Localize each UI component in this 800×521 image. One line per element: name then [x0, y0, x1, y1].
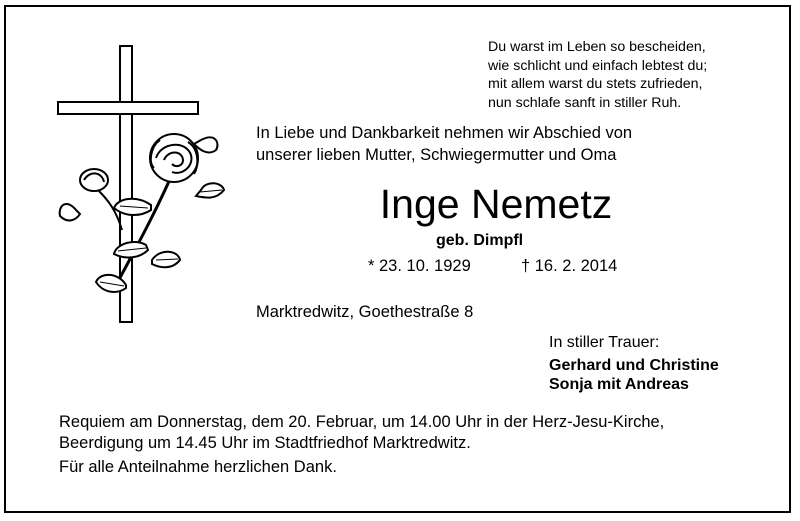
- farewell-intro: [256, 122, 632, 166]
- mourner-name: Sonja mit Andreas: [549, 376, 689, 393]
- requiem-details: [59, 412, 664, 454]
- death-date: † 16. 2. 2014: [521, 257, 618, 275]
- requiem-line: Beerdigung um 14.45 Uhr im Stadtfriedhof Marktredwitz.: [59, 434, 471, 452]
- poem-line: mit allem warst du stets zufrieden,: [488, 76, 703, 93]
- requiem-line: Requiem am Donnerstag, dem 20. Februar, um 14.00 Uhr in der Herz-Jesu-Kirche,: [59, 413, 665, 431]
- deceased-name: Inge Nemetz: [379, 181, 613, 227]
- mourner-name: Gerhard und Christine: [549, 357, 719, 374]
- mourner-names: [549, 356, 719, 394]
- thanks-line: Für alle Anteilnahme herzlichen Dank.: [59, 458, 337, 476]
- poem-line: nun schlafe sanft in stiller Ruh.: [488, 94, 682, 111]
- deceased-name-row: [0, 180, 800, 228]
- birth-name: geb. Dimpfl: [436, 232, 524, 249]
- birth-date: * 23. 10. 1929: [368, 257, 471, 275]
- poem: [488, 38, 707, 112]
- intro-line: In Liebe und Dankbarkeit nehmen wir Abschied von: [256, 124, 633, 142]
- address: Marktredwitz, Goethestraße 8: [256, 303, 474, 321]
- mourning-block: [549, 333, 719, 394]
- mourning-heading: In stiller Trauer:: [549, 334, 660, 351]
- poem-line: wie schlicht und einfach lebtest du;: [488, 57, 708, 74]
- poem-line: Du warst im Leben so bescheiden,: [488, 39, 706, 55]
- intro-line: unserer lieben Mutter, Schwiegermutter und Oma: [256, 146, 617, 164]
